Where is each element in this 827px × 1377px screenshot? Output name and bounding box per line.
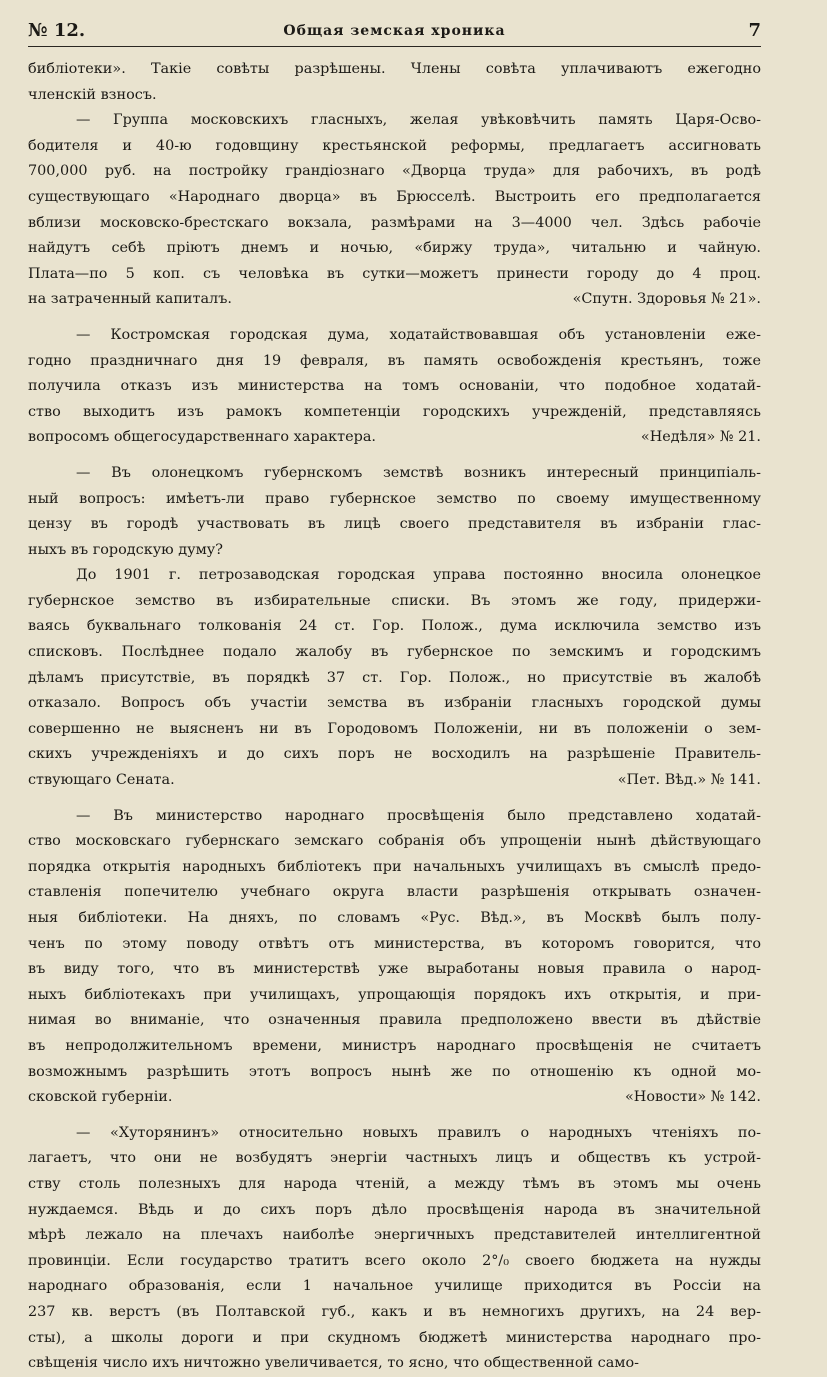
text-line: ный вопросъ: имѣетъ-ли право губернское земство по своему имущественному [28, 490, 761, 507]
paragraph-gap [28, 451, 761, 461]
text-line: получила отказъ изъ министерства на томъ основаніи, что подобное ходатай- [28, 378, 761, 395]
text-line: сты), а школы дороги и при скудномъ бюджетѣ министерства народнаго про- [28, 1329, 761, 1346]
text-line: — Костромская городская дума, ходатайствовавшая объ установленіи еже- [76, 326, 761, 343]
paragraph [28, 804, 761, 1111]
text-line: мѣрѣ лежало на плечахъ наиболѣе энергичныхъ представителей интеллигентной [28, 1227, 761, 1244]
paragraph [28, 108, 761, 313]
text-line: библіотеки». Такіе совѣты разрѣшены. Члены совѣта уплачиваютъ ежегодно [28, 61, 761, 77]
text-line: годно праздничнаго дня 19 февраля, въ память освобожденія крестьянъ, тоже [28, 352, 761, 369]
paragraph-end-text: на затраченный капиталъ. [28, 291, 232, 308]
text-line: провинціи. Если государство тратитъ всего около 2°/₀ своего бюджета на нужды [28, 1252, 761, 1269]
text-line: нуждаемся. Вѣдь и до сихъ поръ дѣло просвѣщенія народа въ значительной [28, 1201, 761, 1218]
source-citation: «Спутн. Здоровья № 21». [572, 291, 761, 308]
text-line: въ непродолжительномъ времени, министръ народнаго просвѣщенія не считаетъ [28, 1037, 761, 1054]
text-line: ставленія попечителю учебнаго округа власти разрѣшенія открывать означен- [28, 884, 761, 901]
text-line: ныя библіотеки. На дняхъ, по словамъ «Рус. Вѣд.», въ Москвѣ былъ полу- [28, 910, 761, 926]
paragraph-end-text: ствующаго Сената. [28, 772, 175, 789]
source-citation: «Пет. Вѣд.» № 141. [617, 772, 761, 789]
text-line: Плата—по 5 коп. съ человѣка въ сутки—можетъ принести городу до 4 проц. [28, 265, 761, 282]
text-line: ченъ по этому поводу отвѣтъ отъ министерства, въ которомъ говорится, что [28, 935, 761, 952]
text-line: ныхъ въ городскую думу? [28, 541, 223, 558]
text-line: До 1901 г. петрозаводская городская управа постоянно вносила олонецкое [76, 567, 761, 584]
paragraph-gap [28, 794, 761, 804]
text-line: дѣламъ присутствіе, въ порядкѣ 37 ст. Гор. Полож., но присутствіе въ жалобѣ [28, 669, 761, 686]
page-number: 7 [748, 20, 761, 41]
text-line: вблизи московско-брестскаго вокзала, размѣрами на 3—4000 чел. Здѣсь рабочіе [28, 214, 761, 231]
issue-number: № 12. [28, 20, 86, 41]
paragraph [28, 57, 761, 108]
text-line: ныхъ библіотекахъ при училищахъ, упрощающія порядокъ ихъ открытія, и при- [28, 986, 761, 1003]
text-line: существующаго «Народнаго дворца» въ Брюсселѣ. Выстроить его предполагается [28, 188, 761, 205]
text-line: членскій взносъ. [28, 86, 157, 103]
citation-line [28, 425, 761, 451]
citation-line [28, 768, 761, 794]
text-line: лагаетъ, что они не возбудятъ энергіи частныхъ лицъ и обществъ къ устрой- [28, 1150, 761, 1167]
paragraph-end-text: сковской губерніи. [28, 1089, 173, 1106]
text-line: списковъ. Послѣднее подало жалобу въ губернское по земскимъ и городскимъ [28, 644, 761, 661]
source-citation: «Недѣля» № 21. [640, 429, 761, 446]
text-line: — Группа московскихъ гласныхъ, желая увѣковѣчить память Царя-Осво- [76, 112, 761, 129]
text-line: ству столь полезныхъ для народа чтеній, а между тѣмъ въ этомъ мы очень [28, 1175, 761, 1192]
text-line: губернское земство въ избирательные списки. Въ этомъ же году, придержи- [28, 592, 761, 609]
citation-line [28, 287, 761, 313]
text-line: возможнымъ разрѣшить этотъ вопросъ нынѣ же по отношенію къ одной мо- [28, 1063, 761, 1080]
text-line: — Въ олонецкомъ губернскомъ земствѣ возникъ интересный принципіаль- [76, 464, 761, 481]
text-line: ство московскаго губернскаго земскаго собранія объ упрощеніи нынѣ дѣйствующаго [28, 833, 761, 850]
running-title: Общая земская хроника [283, 23, 506, 39]
text-line: совершенно не выясненъ ни въ Городовомъ Положеніи, ни въ положеніи о зем- [28, 720, 761, 737]
page-header [28, 20, 761, 47]
source-citation: «Новости» № 142. [624, 1089, 761, 1106]
text-line: найдутъ себѣ пріютъ днемъ и ночью, «биржу труда», читальню и чайную. [28, 240, 761, 257]
text-line: скихъ учрежденіяхъ и до сихъ поръ не восходилъ на разрѣшеніе Правитель- [28, 746, 761, 763]
citation-line [28, 1085, 761, 1111]
text-line: 700,000 руб. на постройку грандіознаго «Дворца труда» для рабочихъ, въ родѣ [28, 163, 761, 180]
text-line: порядка открытія народныхъ библіотекъ при начальныхъ училищахъ въ смыслѣ предо- [28, 858, 761, 875]
text-line: ваясь буквальнаго толкованія 24 ст. Гор. Полож., дума исключила земство изъ [28, 618, 761, 635]
text-line: свѣщенія число ихъ ничтожно увеличивается, то ясно, что общественной само- [28, 1355, 640, 1372]
text-line: цензу въ городѣ участвовать въ лицѣ своего представителя въ избраніи глас- [28, 516, 761, 533]
paragraph-gap [28, 1111, 761, 1121]
text-line: 237 кв. верстъ (въ Полтавской губ., какъ и въ немногихъ другихъ, на 24 вер- [28, 1303, 761, 1320]
paragraph [28, 1121, 761, 1377]
text-line: народнаго образованія, если 1 начальное училище приходится въ Россіи на [28, 1278, 761, 1295]
article-body [28, 57, 761, 1377]
text-line: отказало. Вопросъ объ участіи земства въ избраніи гласныхъ городской думы [28, 695, 761, 712]
text-line: — Въ министерство народнаго просвѣщенія было представлено ходатай- [76, 807, 761, 824]
paragraph [28, 563, 761, 793]
text-line: бодителя и 40-ю годовщину крестьянской реформы, предлагаетъ ассигновать [28, 137, 761, 154]
text-line: ство выходитъ изъ рамокъ компетенціи городскихъ учрежденій, представляясь [28, 403, 761, 420]
paragraph-end-text: вопросомъ общегосударственнаго характера. [28, 429, 376, 446]
text-line: въ виду того, что въ министерствѣ уже выработаны новыя правила о народ- [28, 961, 761, 978]
paragraph-gap [28, 313, 761, 323]
text-line: нимая во вниманіе, что означенныя правила предположено ввести въ дѣйствіе [28, 1012, 761, 1029]
paragraph [28, 323, 761, 451]
paragraph [28, 461, 761, 563]
text-line: — «Хуторянинъ» относительно новыхъ правилъ о народныхъ чтеніяхъ по- [76, 1124, 761, 1141]
